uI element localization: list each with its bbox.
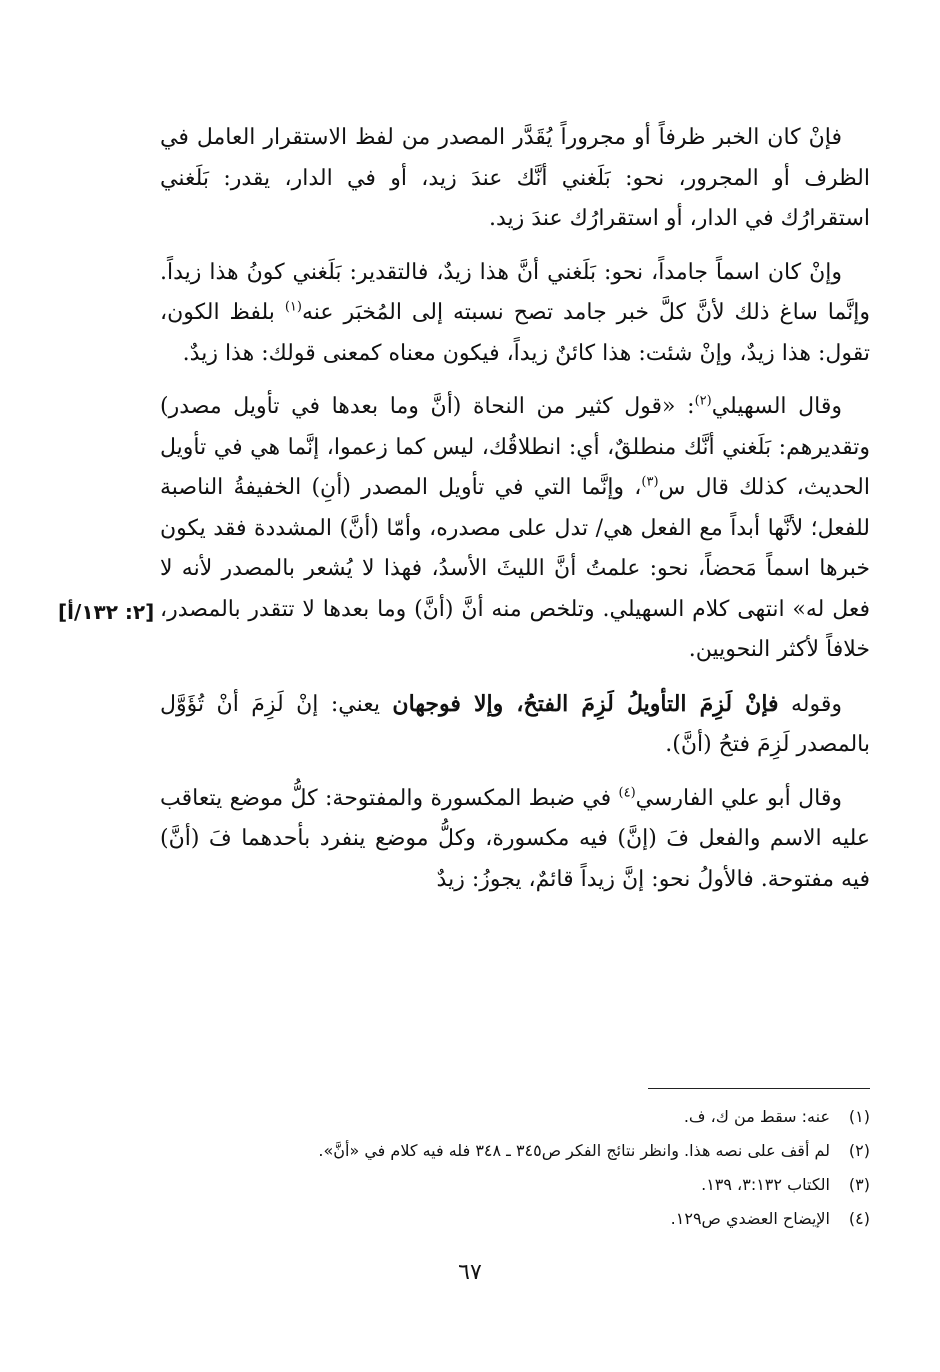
paragraph-1 [160,118,870,240]
paragraph-4-bold-quote: فإنْ لَزِمَ التأويلُ لَزِمَ الفتحُ، وإلا فوجهان [392,690,779,717]
paragraph-4-text: يعني: إنْ لَزِمَ أنْ تُؤَوَّل بالمصدر لَزِمَ فتحُ (أنَّ). [160,691,870,757]
footnote-1 [160,1100,870,1134]
paragraph-5-text: في ضبط المكسورة والمفتوحة: كلُّ موضع يتعاقب عليه الاسم والفعل فَ (إنَّ) فيه مكسورة، وكلُّ موضع ينفرد بأحدهما فَ (أنَّ) فيه مفتوحة. فالأولُ نحو: إنَّ زيداً قائمٌ، يجوزُ: زيدٌ [160,785,870,892]
footnote-ref-1[interactable]: (١) [284,299,302,315]
paragraph-4-text-before: وقوله [778,691,843,717]
paragraph-2-word: عنه [301,300,344,325]
footnote-text: الإيضاح العضدي ص١٢٩. [670,1209,830,1228]
footnote-3 [160,1168,870,1202]
paragraph-3-text-after: ، وإنَّما التي في تأويل المصدر (أنِ) الخفيفةُ الناصبة للفعل؛ لأنَّها أبداً مع الفعل هي/ تدل على مصدره، وأمّا (أنَّ) المشددة فقد يكون خبرها اسماً مَحضاً، نحو: علمتُ أنَّ الليثَ الأسدُ، فهذا لا يُشعر بالمصدر لأنه لا فعل له» انتهى كلام السهيلي. وتلخص منه أنَّ (أنَّ) وما بعدها لا تتقدر بالمصدر، خلافاً لأكثر النحويين. [160,475,870,662]
footnote-number: (٣) [848,1175,870,1194]
footnotes [160,1100,870,1236]
paragraph-3 [160,387,870,671]
footnote-number: (١) [848,1107,870,1126]
footnote-divider [648,1088,870,1089]
main-text [160,118,870,913]
footnote-4 [160,1202,870,1236]
paragraph-2-text-after: بلفظ الكون، تقول: هذا زيدٌ، وإنْ شئت: هذا كائنٌ زيداً، فيكون معناه كمعنى قولك: هذا زيدٌ. [160,300,870,366]
footnote-text: عنه: سقط من ك، ف. [683,1107,830,1126]
footnote-2 [160,1134,870,1168]
paragraph-5 [160,779,870,901]
footnote-text: لم أقف على نصه هذا. وانظر نتائج الفكر ص٣٤٥ ـ ٣٤٨ فله فيه كلام في «أنَّ». [318,1141,830,1160]
paragraph-3-text-before: وقال السهيلي [711,394,842,419]
paragraph-5-text-before: وقال أبو علي الفارسي [635,785,842,811]
footnote-text: الكتاب ٣:١٣٢، ١٣٩. [701,1175,830,1194]
footnote-ref-2[interactable]: (٢) [694,393,712,409]
footnote-number: (٤) [848,1209,870,1228]
footnote-number: (٢) [848,1141,870,1160]
paragraph-2-text: وإنْ كان اسماً جامداً، نحو: بَلَغني أنَّ هذا زيدٌ، فالتقدير: بَلَغني كونُ هذا زيداً. وإنَّما ساغ ذلك لأنَّ كلَّ خبر جامد تصح نسبته إلى المُخبَر [160,259,870,325]
manuscript-margin-reference: [٢: ١٣٢/أ] [58,600,155,624]
paragraph-3-text: : «قول كثير من النحاة (أنَّ وما بعدها في تأويل مصدر) وتقديرهم: بَلَغني أنَّك منطلقٌ، أي: انطلاقُك، ليس كما زعموا، إنَّما هي في تأويل الحديث، كذلك قال س [160,394,870,500]
paragraph-4 [160,684,870,766]
footnote-ref-3[interactable]: (٣) [641,474,659,490]
paragraph-1-text: فإنْ كان الخبر ظرفاً أو مجروراً يُقَدَّر المصدر من لفظ الاستقرار العامل في الظرف أو المجرور، نحو: بَلَغني أنَّك عندَ زيد، أو في الدار، يقدر: بَلَغني استقرارُك في الدار، أو استقرارُك عندَ زيد. [160,125,870,231]
footnote-ref-4[interactable]: (٤) [618,785,636,801]
paragraph-2 [160,253,870,375]
page-number: ٦٧ [458,1260,482,1285]
